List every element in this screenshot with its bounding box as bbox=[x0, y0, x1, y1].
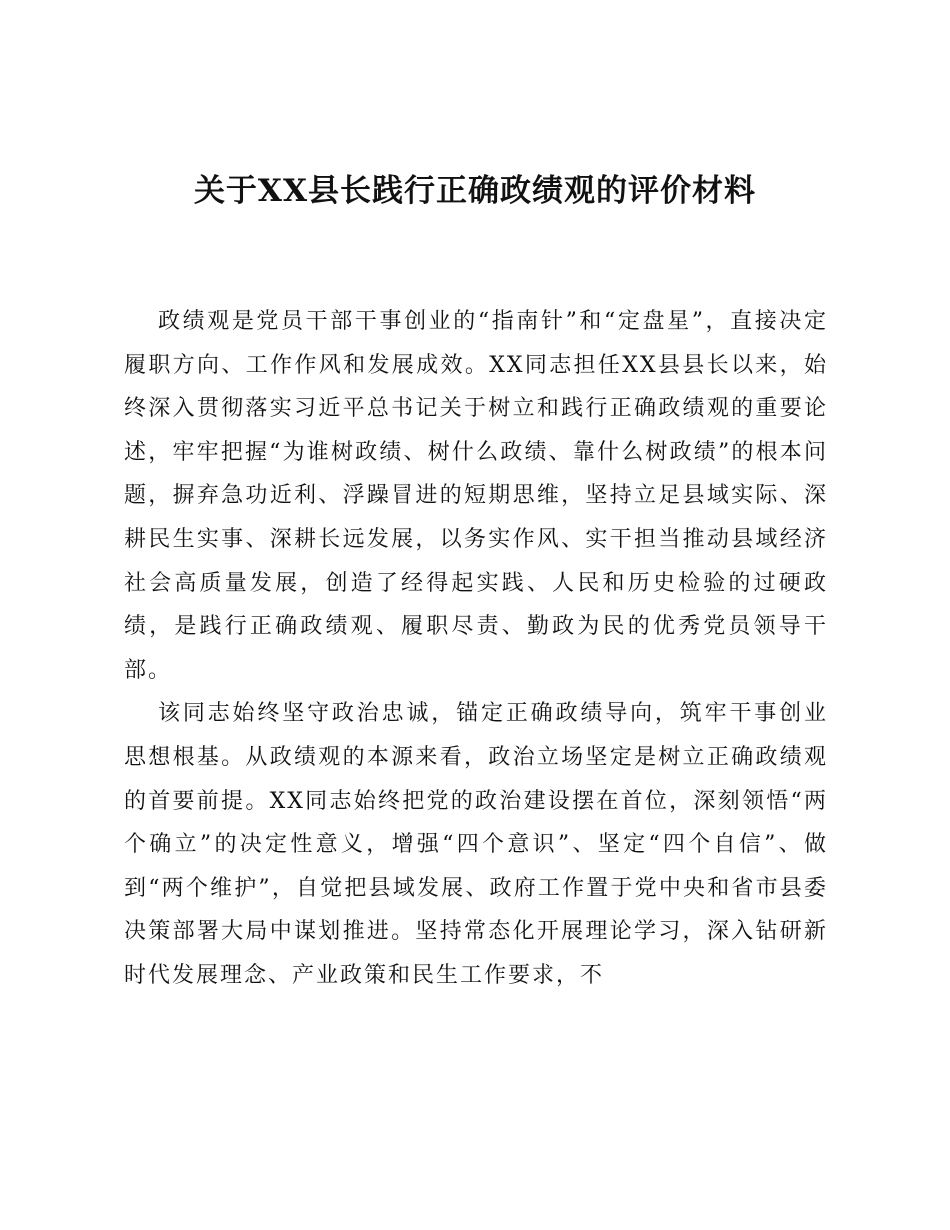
paragraph-2: 该同志始终坚守政治忠诚，锚定正确政绩导向，筑牢干事创业思想根基。从政绩观的本源来看，政治立场坚定是树立正确政绩观的首要前提。XX同志始终把党的政治建设摆在首位，深刻领悟“两个确立”的决定性意义，增强“四个意识”、坚定“四个自信”、做到“两个维护”，自觉把县域发展、政府工作置于党中央和省市县委决策部署大局中谋划推进。坚持常态化开展理论学习，深入钻研新时代发展理念、产业政策和民生工作要求，不 bbox=[124, 701, 828, 988]
paragraph-1: 政绩观是党员干部干事创业的“指南针”和“定盘星”，直接决定履职方向、工作作风和发展成效。XX同志担任XX县县长以来，始终深入贯彻落实习近平总书记关于树立和践行正确政绩观的重要论述，牢牢把握“为谁树政绩、树什么政绩、靠什么树政绩”的根本问题，摒弃急功近利、浮躁冒进的短期思维，坚持立足县域实际、深耕民生实事、深耕长远发展，以务实作风、实干担当推动县域经济社会高质量发展，创造了经得起实践、人民和历史检验的过硬政绩，是践行正确政绩观、履职尽责、勤政为民的优秀党员领导干部。 bbox=[124, 309, 828, 683]
document-body bbox=[124, 300, 828, 998]
document-title: 关于XX县长践行正确政绩观的评价材料 bbox=[193, 173, 757, 209]
